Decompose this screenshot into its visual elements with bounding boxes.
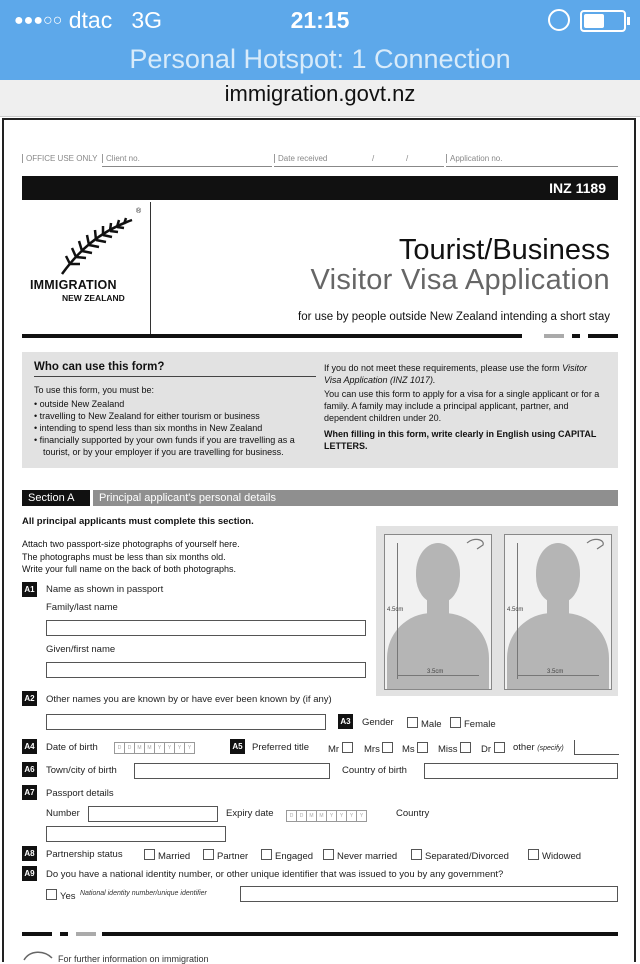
- who-heading-rule: [34, 376, 316, 377]
- checkbox[interactable]: [460, 742, 471, 753]
- passport-number-input[interactable]: [88, 806, 218, 822]
- network-type: 3G: [131, 7, 163, 33]
- section-a-tag: Section A: [22, 490, 90, 506]
- logo: [22, 208, 148, 308]
- question-number-a8: A8: [22, 846, 37, 861]
- checkbox[interactable]: [407, 717, 418, 728]
- bullet-item: • intending to spend less than six months in New Zealand: [34, 423, 263, 433]
- question-number-a9: A9: [22, 866, 37, 881]
- paperclip-icon: [465, 537, 487, 551]
- title-other-label: other (specify): [513, 742, 564, 753]
- passport-number-label: Number: [46, 808, 80, 819]
- registered-mark: ®: [136, 208, 142, 215]
- checkbox[interactable]: [528, 849, 539, 860]
- gender-label: Gender: [362, 717, 394, 728]
- photo-placeholder[interactable]: [384, 534, 492, 690]
- a1-label: Name as shown in passport: [46, 584, 164, 595]
- logo-line1: IMMIGRATION: [30, 278, 117, 292]
- passport-country-label: Country: [396, 808, 430, 819]
- title-mrs-option[interactable]: Mrs: [364, 742, 396, 755]
- address-bar[interactable]: immigration.govt.nz: [0, 80, 640, 117]
- client-no-label: Client no.: [102, 154, 140, 163]
- application-no-label: Application no.: [446, 154, 502, 163]
- logo-line2: NEW ZEALAND: [62, 293, 125, 303]
- footer-rule: [102, 932, 618, 936]
- other-names-input[interactable]: [46, 714, 326, 730]
- checkbox[interactable]: [261, 849, 272, 860]
- national-id-label: National identity number/unique identifier: [80, 890, 207, 897]
- gender-male-option[interactable]: Male: [407, 717, 442, 730]
- who-heading: Who can use this form?: [34, 361, 165, 373]
- a2-label: Other names you are known by or have ever been known by (if any): [46, 694, 332, 705]
- office-use-label: OFFICE USE ONLY: [22, 154, 97, 163]
- photo-instruction: Write your full name on the back of both photographs.: [22, 564, 236, 574]
- form-title-secondary: Visitor Visa Application: [310, 264, 610, 296]
- photo-instruction: The photographs must be less than six months old.: [22, 551, 226, 562]
- checkbox[interactable]: [494, 742, 505, 753]
- silver-fern-icon: [58, 212, 138, 276]
- footer-rule: [60, 932, 68, 936]
- who-bullets: [34, 398, 324, 458]
- title-mr-option[interactable]: Mr: [328, 742, 356, 755]
- title-miss-option[interactable]: Miss: [438, 742, 474, 755]
- office-use-row: [22, 154, 618, 166]
- section-a-title: Principal applicant's personal details: [93, 490, 618, 506]
- checkbox[interactable]: [411, 849, 422, 860]
- family-name-label: Family/last name: [46, 602, 118, 613]
- divider: [150, 202, 151, 336]
- bullet-item: • outside New Zealand: [34, 399, 125, 409]
- form-title: Tourist/Business: [398, 234, 610, 266]
- photo-instructions: [22, 538, 240, 576]
- checkbox[interactable]: [46, 889, 57, 900]
- question-number-a7: A7: [22, 785, 37, 800]
- national-id-yes-option[interactable]: Yes: [46, 889, 76, 902]
- hotspot-banner[interactable]: Personal Hotspot: 1 Connection: [0, 40, 640, 80]
- checkbox[interactable]: [323, 849, 334, 860]
- checkbox[interactable]: [203, 849, 214, 860]
- who-right-p2: You can use this form to apply for a visa for a single applicant or for a family. A family may include a principal applicant, partner, and dependent children under 20.: [324, 389, 600, 423]
- who-right-text: [324, 362, 606, 452]
- family-name-input[interactable]: [46, 620, 366, 636]
- alarm-icon: [548, 9, 570, 31]
- footer-rule: [22, 932, 52, 936]
- who-right-p1: If you do not meet these requirements, please use the form Visitor Visa Application (INZ 1017).: [324, 363, 587, 385]
- birth-town-label: Town/city of birth: [46, 765, 117, 776]
- national-id-input[interactable]: [240, 886, 618, 902]
- status-bar: [0, 0, 640, 40]
- header-rule-accent: [572, 334, 580, 338]
- who-can-use-panel: [22, 352, 618, 468]
- bullet-item: • travelling to New Zealand for either tourism or business: [34, 411, 260, 421]
- who-intro: To use this form, you must be:: [34, 385, 155, 395]
- checkbox[interactable]: [417, 742, 428, 753]
- birth-country-label: Country of birth: [342, 765, 407, 776]
- expiry-date-label: Expiry date: [226, 808, 274, 819]
- battery-icon: [580, 10, 626, 32]
- carrier-name: dtac: [68, 7, 113, 33]
- signal-strength-icon: ●●●○○: [14, 12, 63, 29]
- checkbox[interactable]: [450, 717, 461, 728]
- checkbox[interactable]: [342, 742, 353, 753]
- form-header-bar: [22, 176, 618, 200]
- gender-female-option[interactable]: Female: [450, 717, 496, 730]
- expiry-date-input[interactable]: D D M M Y Y Y Y: [286, 810, 367, 822]
- partnership-never-married-option[interactable]: Never married: [323, 849, 397, 862]
- bullet-item: • financially supported by your own funds if you are travelling as a tourist, or by your employer if you are travelling for business.: [34, 435, 295, 457]
- question-number-a4: A4: [22, 739, 37, 754]
- partnership-partner-option[interactable]: Partner: [203, 849, 248, 862]
- title-ms-option[interactable]: Ms: [402, 742, 431, 755]
- form-subtitle: for use by people outside New Zealand intending a short stay: [298, 311, 610, 323]
- question-number-a3: A3: [338, 714, 353, 729]
- partnership-label: Partnership status: [46, 849, 123, 860]
- dob-label: Date of birth: [46, 742, 98, 753]
- given-name-label: Given/first name: [46, 644, 116, 655]
- paperclip-icon: [585, 537, 607, 551]
- question-number-a1: A1: [22, 582, 37, 597]
- header-rule-accent: [544, 334, 564, 338]
- photo-instruction: Attach two passport-size photographs of yourself here.: [22, 539, 240, 549]
- checkbox[interactable]: [382, 742, 393, 753]
- partnership-married-option[interactable]: Married: [144, 849, 190, 862]
- header-rule-accent: [588, 334, 618, 338]
- photo-width-label: 3.5cm: [427, 669, 444, 675]
- clock: 21:15: [290, 7, 350, 33]
- birth-town-input[interactable]: [134, 763, 330, 779]
- partnership-engaged-option[interactable]: Engaged: [261, 849, 313, 862]
- date-received-label: Date received: [274, 154, 327, 163]
- section-a-note: All principal applicants must complete this section.: [22, 516, 254, 527]
- partnership-widowed-option[interactable]: Widowed: [528, 849, 581, 862]
- given-name-input[interactable]: [46, 662, 366, 678]
- title-dr-option[interactable]: Dr: [481, 742, 508, 755]
- header-rule: [22, 334, 522, 338]
- who-right-p3: When filling in this form, write clearly in English using CAPITAL LETTERS.: [324, 429, 597, 451]
- photo-placeholder[interactable]: [504, 534, 612, 690]
- passport-label: Passport details: [46, 788, 114, 799]
- question-number-a5: A5: [230, 739, 245, 754]
- date-slash: /: [406, 154, 409, 163]
- passport-country-input[interactable]: [46, 826, 226, 842]
- photo-height-label: 4.5cm: [507, 607, 524, 613]
- form-document: [2, 118, 636, 962]
- photo-width-label: 3.5cm: [547, 669, 564, 675]
- photo-attach-panel[interactable]: [376, 526, 618, 696]
- question-number-a6: A6: [22, 762, 37, 777]
- footer-text: For further information on immigration: [58, 954, 209, 964]
- birth-country-input[interactable]: [424, 763, 618, 779]
- dob-input[interactable]: D D M M Y Y Y Y: [114, 742, 195, 754]
- date-slash: /: [372, 154, 375, 163]
- question-number-a2: A2: [22, 691, 37, 706]
- title-label: Preferred title: [252, 742, 310, 753]
- photo-height-label: 4.5cm: [387, 607, 404, 613]
- form-code: INZ 1189: [549, 180, 606, 196]
- leaf-icon: [22, 950, 56, 962]
- partnership-separated-option[interactable]: Separated/Divorced: [411, 849, 509, 862]
- checkbox[interactable]: [144, 849, 155, 860]
- national-id-question: Do you have a national identity number, or other unique identifier that was issued to you by any government?: [46, 869, 504, 880]
- title-other-input[interactable]: [574, 740, 619, 755]
- footer-rule: [76, 932, 96, 936]
